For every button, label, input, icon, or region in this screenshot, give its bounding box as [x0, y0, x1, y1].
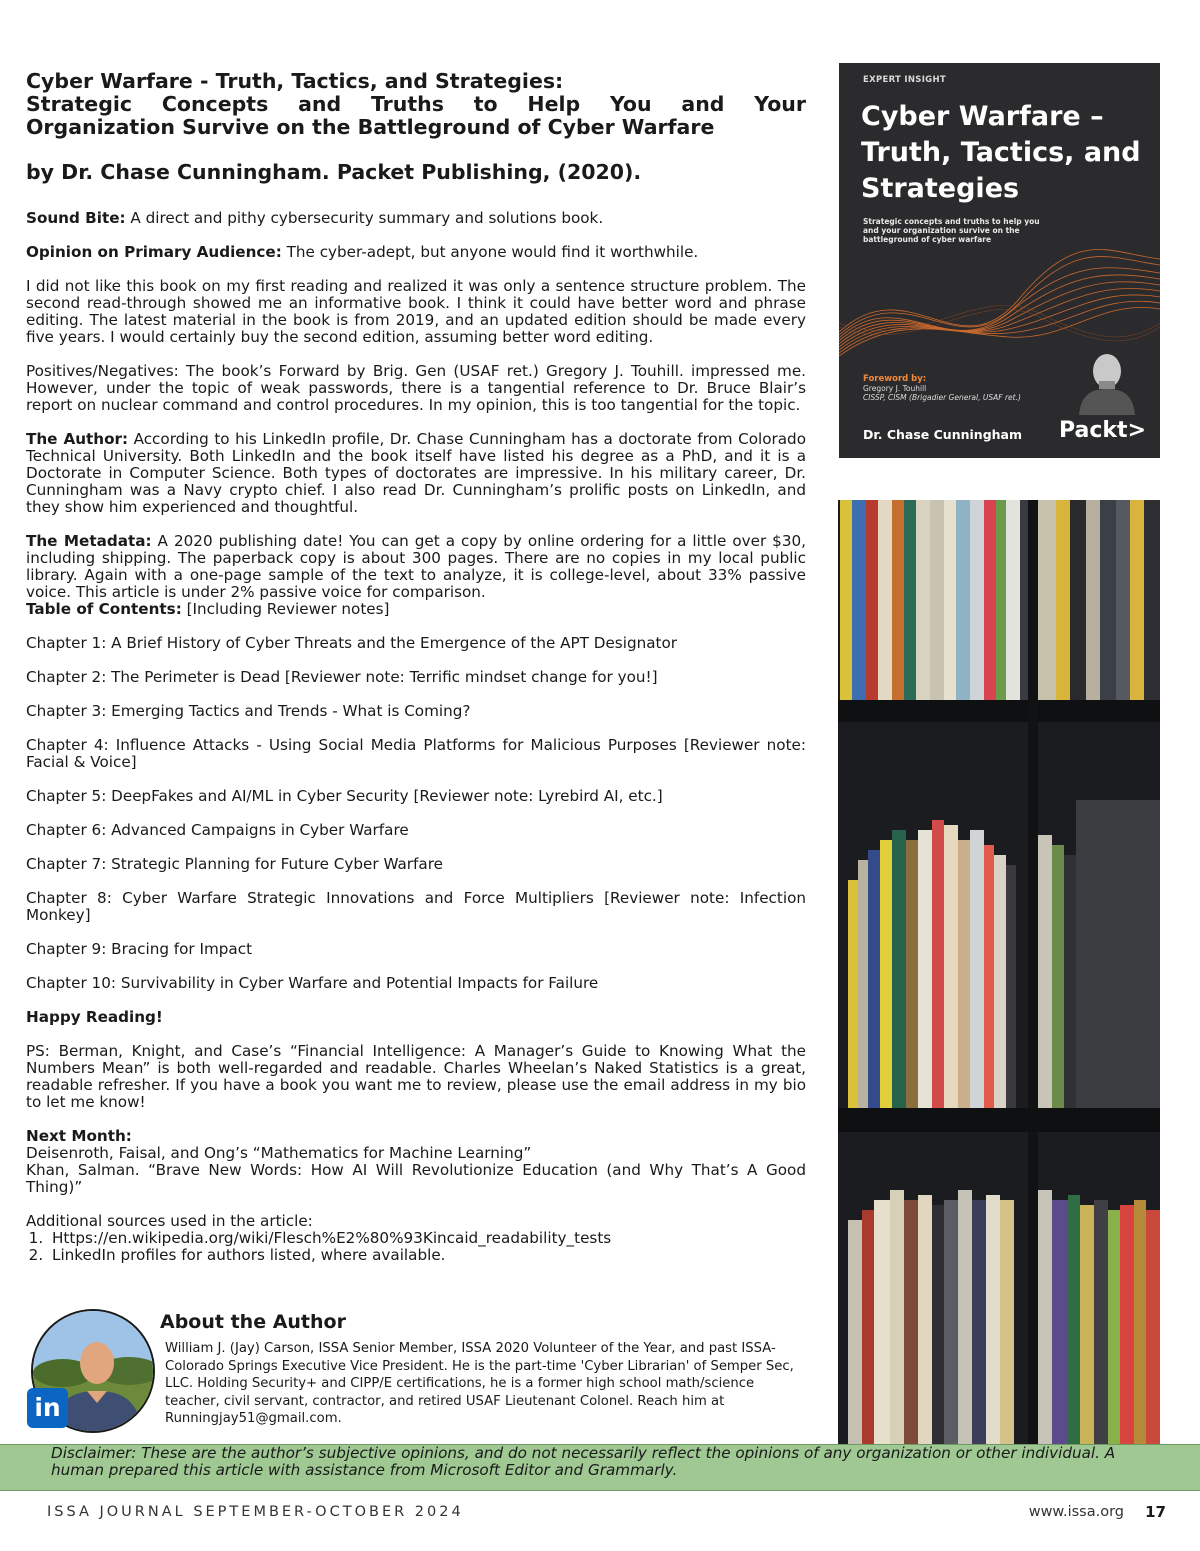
toc-text: [Including Reviewer notes] [181, 600, 390, 618]
next-month-item-2: Khan, Salman. “Brave New Words: How AI Will Revolutionize Education (and Why That’s A Good Thing)” [26, 1161, 806, 1196]
audience-label: Opinion on Primary Audience: [26, 243, 282, 261]
cover-foreword-name: Gregory J. Touhill [863, 384, 927, 393]
chapter-10: Chapter 10: Survivability in Cyber Warfare and Potential Impacts for Failure [26, 974, 599, 992]
chapter-3: Chapter 3: Emerging Tactics and Trends - What is Coming? [26, 702, 471, 720]
the-metadata-section [26, 533, 806, 601]
audience-text: The cyber-adept, but anyone would find it worthwhile. [281, 243, 699, 261]
chapter-6: Chapter 6: Advanced Campaigns in Cyber Warfare [26, 821, 409, 839]
page-number: 17 [1145, 1503, 1166, 1521]
about-author-heading: About the Author [160, 1311, 346, 1333]
primary-audience [26, 244, 806, 261]
article-title [26, 70, 806, 139]
chapter-5: Chapter 5: DeepFakes and AI/ML in Cyber Security [Reviewer note: Lyrebird AI, etc.] [26, 787, 663, 805]
bookshelf-photo [838, 500, 1160, 1444]
next-month-label: Next Month: [26, 1127, 132, 1145]
disclaimer-band [0, 1444, 1200, 1491]
chapter-2: Chapter 2: The Perimeter is Dead [Reviewer note: Terrific mindset change for you!] [26, 668, 658, 686]
chapter-1: Chapter 1: A Brief History of Cyber Threats and the Emergence of the APT Designator [26, 634, 678, 652]
about-author-bio: William J. (Jay) Carson, ISSA Senior Member, ISSA 2020 Volunteer of the Year, and past ISSA-Colorado Springs Executive Vice President. He is the part-time 'Cyber Librarian' of Semper Sec, LLC. Holding Security+ and CIPP/E certifications, he is a former high school math/science teacher, civil servant, contractor, and retired USAF Lieutenant Colonel. Reach him at Runningjay51@gmail.com. [165, 1341, 794, 1426]
title-line-2: Strategic Concepts and Truths to Help You and Your [26, 92, 806, 116]
title-line-1: Cyber Warfare - Truth, Tactics, and Strategies: [26, 69, 564, 93]
title-line-3: Organization Survive on the Battleground of Cyber Warfare [26, 115, 715, 139]
linkedin-icon[interactable]: in [27, 1388, 68, 1428]
next-month-item-1: Deisenroth, Faisal, and Ong’s “Mathematics for Machine Learning” [26, 1144, 532, 1162]
toc-label: Table of Contents: [26, 600, 182, 618]
author-text: According to his LinkedIn profile, Dr. Chase Cunningham has a doctorate from Colorado Technical University. Both LinkedIn and the book itself have listed his degree as a PhD, and it is a Doctorate in Computer Science. Both types of doctorates are impressive. In his military career, Dr. Cunningham was a Navy crypto chief. I also read Dr. Cunningham’s prolific posts on LinkedIn, and they show him experienced and thoughtful. [26, 430, 806, 516]
sound-bite-label: Sound Bite: [26, 209, 126, 227]
source-item[interactable]: 1. Https://en.wikipedia.org/wiki/Flesch%E2%80%93Kincaid_readability_tests [48, 1230, 806, 1247]
byline: by Dr. Chase Cunningham. Packet Publishing, (2020). [26, 160, 642, 184]
paragraph-positives-negatives: Positives/Negatives: The book’s Forward by Brig. Gen (USAF ret.) Gregory J. Touhill. impressed me. However, under the topic of weak passwords, there is a tangential reference to Dr. Bruce Blair’s report on nuclear command and control procedures. In my opinion, this is too tangential for the topic. [26, 362, 806, 414]
bookshelf-image [838, 500, 1160, 1444]
publisher-logo: Packt> [1059, 418, 1147, 443]
disclaimer-text: Disclaimer: These are the author’s subjective opinions, and do not necessarily reflect the opinions of any organization or other individual. A human prepared this article with assistance from Microsoft Editor and Grammarly. [51, 1444, 1116, 1479]
source-item: 2. LinkedIn profiles for authors listed, where available. [48, 1247, 806, 1264]
cover-author: Dr. Chase Cunningham [863, 427, 1022, 442]
cover-title: Cyber Warfare – Truth, Tactics, and Strategies [861, 101, 1141, 204]
chapter-9: Chapter 9: Bracing for Impact [26, 940, 253, 958]
cover-foreword-creds: CISSP, CISM (Brigadier General, USAF ret.) [863, 393, 1021, 402]
metadata-label: The Metadata: [26, 532, 152, 550]
chapter-7: Chapter 7: Strategic Planning for Future Cyber Warfare [26, 855, 443, 873]
sources-list [48, 1230, 806, 1264]
book-cover [839, 63, 1160, 458]
cover-foreword [863, 384, 1021, 402]
author-portrait-image [1071, 345, 1143, 415]
toc-heading [26, 601, 806, 618]
the-author-section [26, 431, 806, 516]
chapter-8: Chapter 8: Cyber Warfare Strategic Innovations and Force Multipliers [Reviewer note: Infection Monkey] [26, 889, 806, 924]
sound-bite-text: A direct and pithy cybersecurity summary and solutions book. [125, 209, 604, 227]
happy-reading: Happy Reading! [26, 1008, 163, 1026]
journal-footer: ISSA JOURNAL SEPTEMBER-OCTOBER 2024 [47, 1504, 464, 1520]
cover-subtitle: Strategic concepts and truths to help you and your organization survive on the battleground of cyber warfare [863, 217, 1040, 244]
article-body [26, 70, 806, 1264]
cover-foreword-label: Foreword by: [863, 374, 927, 384]
chapter-4: Chapter 4: Influence Attacks - Using Social Media Platforms for Malicious Purposes [Reviewer note: Facial & Voice] [26, 736, 806, 771]
cover-badge: EXPERT INSIGHT [863, 75, 946, 85]
paragraph-first-reading: I did not like this book on my first reading and realized it was only a sentence structure problem. The second read-through showed me an informative book. I think it could have better word and phrase editing. The latest material in the book is from 2019, and an updated edition should be made every five years. I would certainly buy the second edition, assuming better word editing. [26, 277, 806, 346]
sources-intro: Additional sources used in the article: [26, 1212, 313, 1230]
sound-bite [26, 210, 806, 227]
website-link[interactable]: www.issa.org [1028, 1504, 1124, 1520]
postscript: PS: Berman, Knight, and Case’s “Financial Intelligence: A Manager’s Guide to Knowing What the Numbers Mean” is both well-regarded and readable. Charles Wheelan’s Naked Statistics is a great, readable refresher. If you have a book you want me to review, please use the email address in my bio to let me know! [26, 1042, 806, 1111]
author-label: The Author: [26, 430, 129, 448]
metadata-text: A 2020 publishing date! You can get a copy by online ordering for a little over $30, including shipping. The paperback copy is about 300 pages. There are no copies in my local public library. Again with a one-page sample of the text to analyze, it is college-level, about 33% passive voice. This article is under 2% passive voice for comparison. [26, 532, 806, 601]
